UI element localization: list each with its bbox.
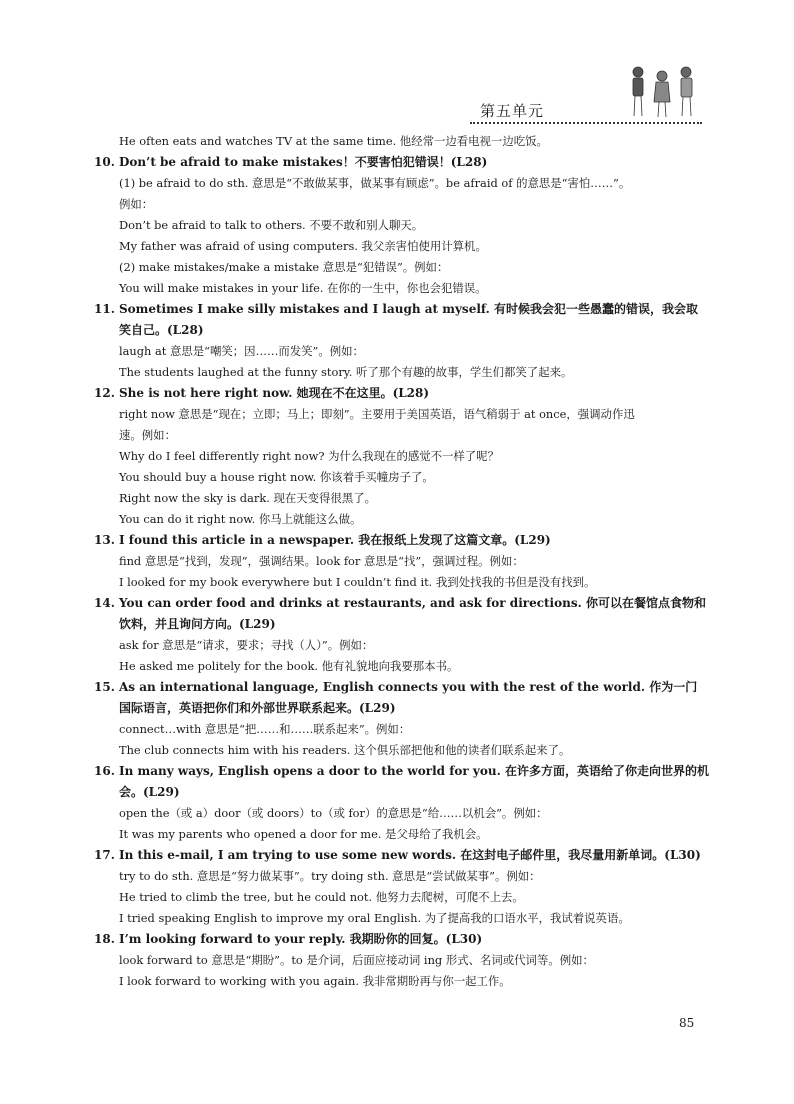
item-line: It was my parents who opened a door for me. 是父母给了我机会。 (119, 827, 488, 841)
item-line: open the（或 a）door（或 doors）to（或 for）的意思是“给……以机会”。例如： (119, 806, 548, 820)
item-heading-text: In this e-mail, I am trying to use some new words. 在这封电子邮件里，我尽量用新单词。(L30) (119, 848, 701, 862)
item-line: The club connects him with his readers. 这个俱乐部把他和他的读者们联系起来了。 (119, 743, 571, 757)
item-line: look forward to 意思是“期盼”。to 是介词，后面应接动词 ing 形式、名词或代词等。例如： (119, 953, 594, 967)
item-heading (94, 152, 709, 173)
item-line: (2) make mistakes/make a mistake 意思是“犯错误”。例如： (119, 260, 449, 274)
note-item (94, 299, 709, 383)
note-item (94, 761, 709, 845)
item-line: Don’t be afraid to talk to others. 不要不敢和别人聊天。 (119, 218, 424, 232)
item-number: 11. (94, 302, 115, 316)
item-line: He asked me politely for the book. 他有礼貌地向我要那本书。 (119, 659, 459, 673)
item-heading-text: I’m looking forward to your reply. 我期盼你的回复。(L30) (119, 932, 483, 946)
item-heading (94, 593, 709, 635)
item-heading (94, 929, 709, 950)
item-heading (94, 677, 709, 719)
item-heading-text: I found this article in a newspaper. 我在报纸上发现了这篇文章。(L29) (119, 533, 551, 547)
item-number: 17. (94, 848, 115, 862)
note-item (94, 593, 709, 677)
item-line: 速。例如： (119, 428, 176, 442)
item-number: 12. (94, 386, 115, 400)
item-line: I look forward to working with you again. 我非常期盼再与你一起工作。 (119, 974, 511, 988)
note-item (94, 530, 709, 593)
note-item (94, 383, 709, 530)
item-line: My father was afraid of using computers. 我父亲害怕使用计算机。 (119, 239, 487, 253)
item-line: I tried speaking English to improve my oral English. 为了提高我的口语水平，我试着说英语。 (119, 911, 630, 925)
item-heading-text: In many ways, English opens a door to the world for you. 在许多方面，英语给了你走向世界的机会。(L29) (119, 764, 709, 799)
item-line: ask for 意思是“请求，要求；寻找（人）”。例如： (119, 638, 374, 652)
item-heading (94, 761, 709, 803)
note-item (94, 152, 709, 299)
item-line: find 意思是“找到，发现”，强调结果。look for 意思是“找”，强调过程。例如： (119, 554, 524, 568)
item-line: You can do it right now. 你马上就能这么做。 (119, 512, 362, 526)
item-heading (94, 845, 709, 866)
header-divider (470, 122, 702, 124)
note-item (94, 677, 709, 761)
item-number: 14. (94, 596, 115, 610)
item-number: 15. (94, 680, 115, 694)
item-line: connect…with 意思是“把……和……联系起来”。例如： (119, 722, 411, 736)
note-item (94, 929, 709, 992)
item-number: 13. (94, 533, 115, 547)
unit-title: 第五单元 (480, 102, 545, 120)
item-line: You should buy a house right now. 你该着手买幢房子了。 (119, 470, 434, 484)
cartoon-figures-icon (626, 64, 700, 120)
item-line: He tried to climb the tree, but he could not. 他努力去爬树，可爬不上去。 (119, 890, 524, 904)
note-item (94, 845, 709, 929)
page-content (94, 131, 709, 992)
item-heading-text: You can order food and drinks at restaurants, and ask for directions. 你可以在餐馆点食物和饮料，并且询问方向。(L29) (119, 596, 706, 631)
item-heading-text: As an international language, English connects you with the rest of the world. 作为一门国际语言，英语把你们和外部世界联系起来。(L29) (119, 680, 698, 715)
item-heading (94, 530, 709, 551)
item-number: 10. (94, 155, 115, 169)
item-line: The students laughed at the funny story. 听了那个有趣的故事，学生们都笑了起来。 (119, 365, 573, 379)
item-heading-text: She is not here right now. 她现在不在这里。(L28) (119, 386, 430, 400)
item-heading (94, 383, 709, 404)
item-heading (94, 299, 709, 341)
note-items (94, 152, 709, 992)
item-number: 16. (94, 764, 115, 778)
item-line: You will make mistakes in your life. 在你的一生中，你也会犯错误。 (119, 281, 487, 295)
item-line: try to do sth. 意思是“努力做某事”。try doing sth. 意思是“尝试做某事”。例如： (119, 869, 541, 883)
item-number: 18. (94, 932, 115, 946)
item-heading-text: Sometimes I make silly mistakes and I laugh at myself. 有时候我会犯一些愚蠢的错误，我会取笑自己。(L28) (119, 302, 698, 337)
item-heading-text: Don’t be afraid to make mistakes！不要害怕犯错误！(L28) (119, 155, 488, 169)
item-line: right now 意思是“现在；立即；马上；即刻”。主要用于美国英语，语气稍弱于 at once，强调动作迅 (119, 407, 635, 421)
item-line: Why do I feel differently right now? 为什么我现在的感觉不一样了呢？ (119, 449, 499, 463)
item-line: Right now the sky is dark. 现在天变得很黑了。 (119, 491, 376, 505)
item-line: 例如： (119, 197, 154, 211)
item-line: laugh at 意思是“嘲笑；因……而发笑”。例如： (119, 344, 364, 358)
intro-line: He often eats and watches TV at the same time. 他经常一边看电视一边吃饭。 (119, 134, 548, 148)
page-number: 85 (679, 1016, 695, 1030)
item-line: I looked for my book everywhere but I couldn’t find it. 我到处找我的书但是没有找到。 (119, 575, 596, 589)
item-line: (1) be afraid to do sth. 意思是“不敢做某事，做某事有顾虑”。be afraid of 的意思是“害怕……”。 (119, 176, 631, 190)
